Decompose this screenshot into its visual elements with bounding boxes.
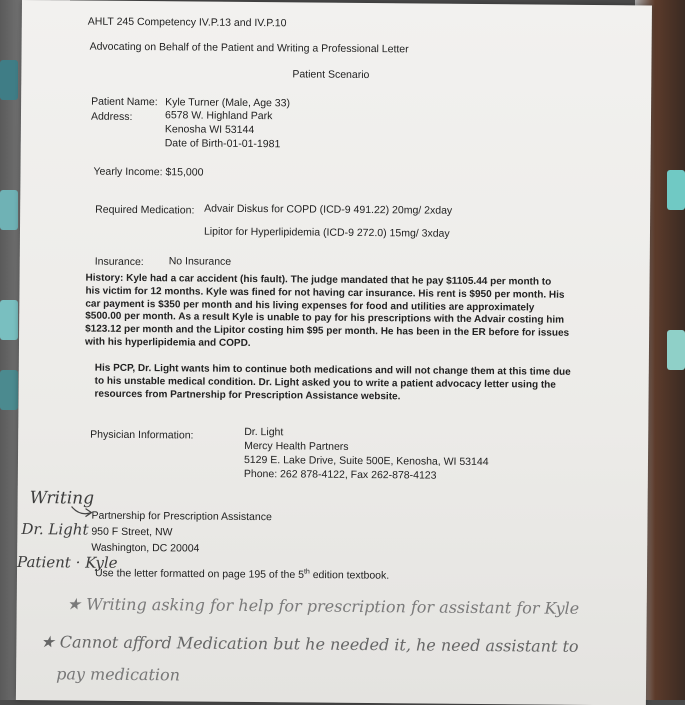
recipient-line: Partnership for Prescription Assistance (91, 509, 272, 524)
pcp-line: resources from Partnership for Prescription Assistance website. (94, 388, 401, 402)
handwritten-note-1: ★ Writing asking for help for prescription for assistant for Kyle (66, 594, 580, 618)
pcp-paragraph (95, 363, 575, 406)
yearly-income: Yearly Income: $15,000 (93, 165, 204, 179)
background-tab (667, 330, 685, 370)
medication-line-1: Advair Diskus for COPD (ICD-9 491.22) 20mg/ 2xday (204, 202, 453, 217)
address-line-1: 6578 W. Highland Park (164, 109, 273, 123)
background-tab (0, 300, 18, 340)
instruction-text-end: edition textbook. (309, 569, 390, 582)
date-of-birth: Date of Birth-01-01-1981 (164, 137, 281, 151)
document-page (16, 0, 652, 705)
handwritten-writing: Writing (29, 488, 95, 509)
course-title: AHLT 245 Competency IV.P.13 and IV.P.10 (87, 15, 287, 30)
physician-label: Physician Information: (90, 428, 194, 442)
history-line: his victim for 12 months. Kyle was fined for not having car insurance. His rent is $950 per month. His (85, 285, 565, 301)
background-tab (0, 60, 18, 100)
physician-line: Phone: 262 878-4122, Fax 262-878-4123 (243, 467, 437, 482)
physician-line: Dr. Light (244, 425, 284, 439)
medication-line-2: Lipitor for Hyperlipidemia (ICD-9 272.0) 15mg/ 3xday (203, 225, 450, 240)
history-paragraph (85, 273, 576, 354)
document-subtitle: Advocating on Behalf of the Patient and Writing a Professional Letter (89, 40, 409, 56)
background-tab (0, 190, 18, 230)
patient-name-label: Patient Name: (91, 95, 158, 109)
background-tab (0, 370, 18, 410)
instruction-superscript: th (303, 568, 310, 576)
pcp-line: His PCP, Dr. Light wants him to continue both medications and will not change them at this time due (94, 362, 571, 378)
handwritten-arrow-icon (69, 502, 95, 518)
history-line: $123.12 per month and the Lipitor costing him $95 per month. He has been in the ER before for issues (85, 323, 570, 339)
history-line: History: Kyle had a car accident (his fault). The judge mandated that he pay $1105.44 per month to (85, 272, 552, 288)
insurance-label: Insurance: (94, 255, 144, 269)
handwritten-patient-kyle: Patient · Kyle (17, 552, 118, 572)
recipient-line: 950 F Street, NW (91, 525, 173, 539)
scenario-heading: Patient Scenario (292, 68, 370, 82)
patient-name-value: Kyle Turner (Male, Age 33) (165, 96, 291, 110)
physician-line: Mercy Health Partners (244, 439, 349, 453)
history-line: car payment is $350 per month and his living expenses for food and utilities are approximately (85, 298, 535, 314)
pcp-line: to his unstable medical condition. Dr. Light asked you to write a patient advocacy letter using the (94, 375, 556, 391)
address-label: Address: (90, 110, 133, 123)
physician-line: 5129 E. Lake Drive, Suite 500E, Kenosha, WI 53144 (243, 453, 489, 469)
handwritten-dr-light: Dr. Light (21, 520, 89, 539)
instruction-text-start: Use the letter formatted on page 195 of the 5 (94, 567, 305, 581)
recipient-line: Washington, DC 20004 (91, 541, 200, 555)
handwritten-note-2-line-2: pay medication (56, 664, 181, 685)
handwritten-note-2-line-1: ★ Cannot afford Medication but he needed it, he need assistant to (40, 632, 579, 656)
address-line-2: Kenosha WI 53144 (164, 123, 255, 137)
history-line: with his hyperlipidemia and COPD. (84, 336, 251, 349)
history-line: $500.00 per month. As a result Kyle is unable to pay for his prescriptions with the Advair costing him (85, 310, 565, 327)
instruction-text (95, 564, 389, 583)
medication-label: Required Medication: (95, 203, 195, 217)
insurance-value: No Insurance (168, 255, 232, 268)
background-tab (667, 170, 685, 210)
